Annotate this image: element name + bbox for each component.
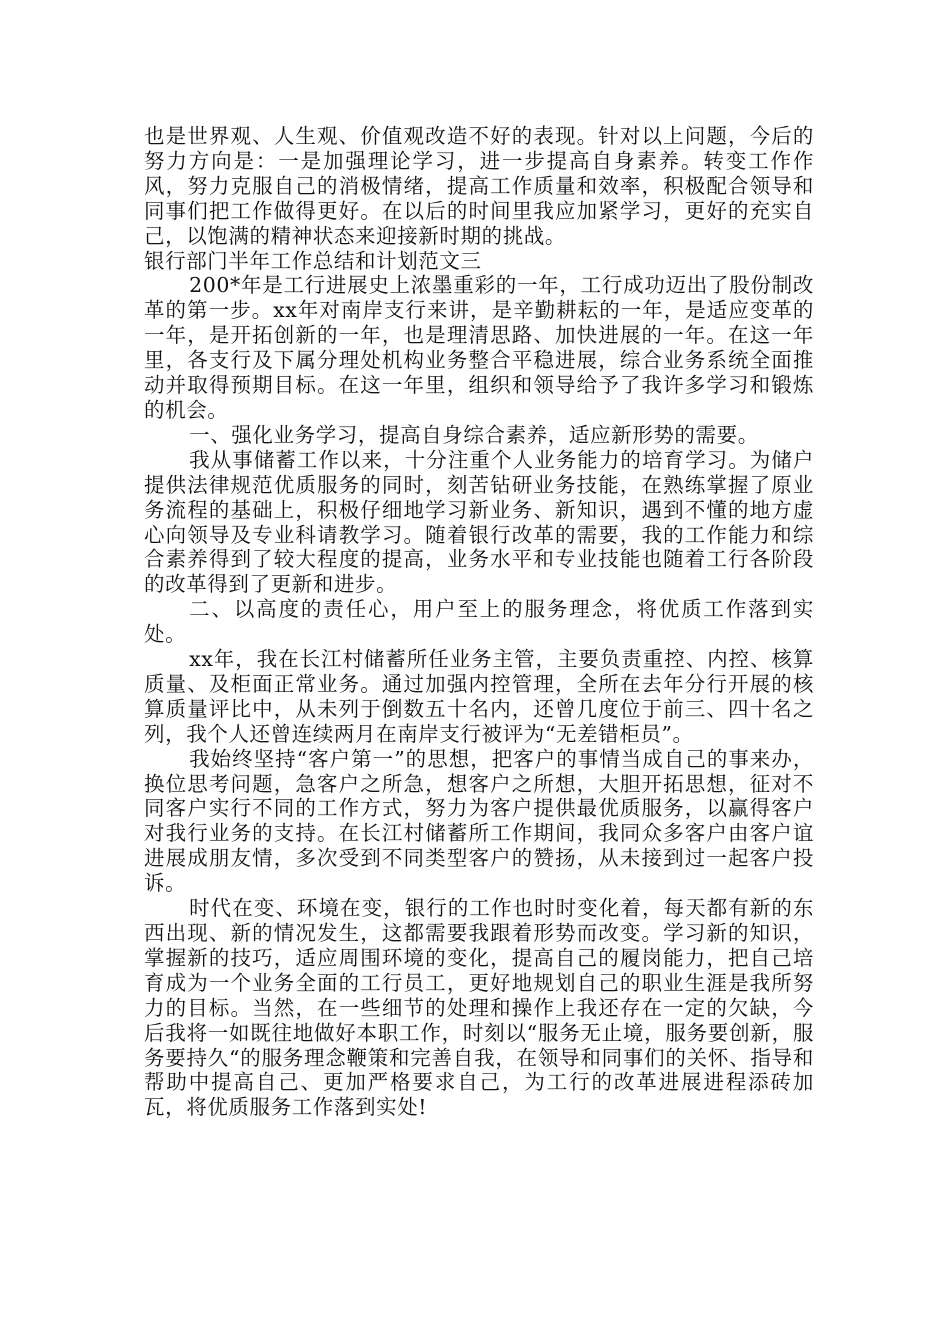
section-heading: 二、以高度的责任心，用户至上的服务理念，将优质工作落到实处。 <box>144 597 814 647</box>
document-page <box>144 124 814 1120</box>
paragraph: 我从事储蓄工作以来，十分注重个人业务能力的培育学习。为储户提供法律规范优质服务的同时，刻苦钻研业务技能，在熟练掌握了原业务流程的基础上，积极仔细地学习新业务、新知识，遇到不懂的地方虚心向领导及专业科请教学习。随着银行改革的需要，我的工作能力和综合素养得到了较大程度的提高，业务水平和专业技能也随着工行各阶段的改革得到了更新和进步。 <box>144 447 814 597</box>
section-heading: 一、强化业务学习，提高自身综合素养，适应新形势的需要。 <box>189 422 759 447</box>
paragraph: 时代在变、环境在变，银行的工作也时时变化着，每天都有新的东西出现、新的情况发生，这都需要我跟着形势而改变。学习新的知识，掌握新的技巧，适应周围环境的变化，提高自己的履岗能力，把自己培育成为一个业务全面的工行员工，更好地规划自己的职业生涯是我所努力的目标。当然，在一些细节的处理和操作上我还存在一定的欠缺，今后我将一如既往地做好本职工作，时刻以“服务无止境，服务要创新，服务要持久“的服务理念鞭策和完善自我，在领导和同事们的关怀、指导和帮助中提高自己、更加严格要求自己，为工行的改革进展进程添砖加瓦，将优质服务工作落到实处! <box>144 896 814 1120</box>
paragraph: 也是世界观、人生观、价值观改造不好的表现。针对以上问题，今后的努力方向是：一是加强理论学习，进一步提高自身素养。转变工作作风，努力克服自己的消极情绪，提高工作质量和效率，积极配合领导和同事们把工作做得更好。在以后的时间里我应加紧学习，更好的充实自己，以饱满的精神状态来迎接新时期的挑战。 <box>144 124 814 248</box>
section-title: 银行部门半年工作总结和计划范文三 <box>144 248 482 273</box>
paragraph: xx年，我在长江村储蓄所任业务主管，主要负责重控、内控、核算质量、及柜面正常业务。通过加强内控管理，全所在去年分行开展的核算质量评比中，从未列于倒数五十名内，还曾几度位于前三、四十名之列，我个人还曾连续两月在南岸支行被评为“无差错柜员”。 <box>144 647 814 746</box>
paragraph: 我始终坚持“客户第一”的思想，把客户的事情当成自己的事来办，换位思考问题，急客户之所急，想客户之所想，大胆开拓思想，征对不同客户实行不同的工作方式，努力为客户提供最优质服务，以赢得客户对我行业务的支持。在长江村储蓄所工作期间，我同众多客户由客户谊进展成朋友情，多次受到不同类型客户的赞扬，从未接到过一起客户投诉。 <box>144 746 814 896</box>
paragraph: 200*年是工行进展史上浓墨重彩的一年，工行成功迈出了股份制改革的第一步。xx年对南岸支行来讲，是辛勤耕耘的一年，是适应变革的一年，是开拓创新的一年，也是理清思路、加快进展的一年。在这一年里，各支行及下属分理处机构业务整合平稳进展，综合业务系统全面推动并取得预期目标。在这一年里，组织和领导给予了我许多学习和锻炼的机会。 <box>144 273 814 422</box>
